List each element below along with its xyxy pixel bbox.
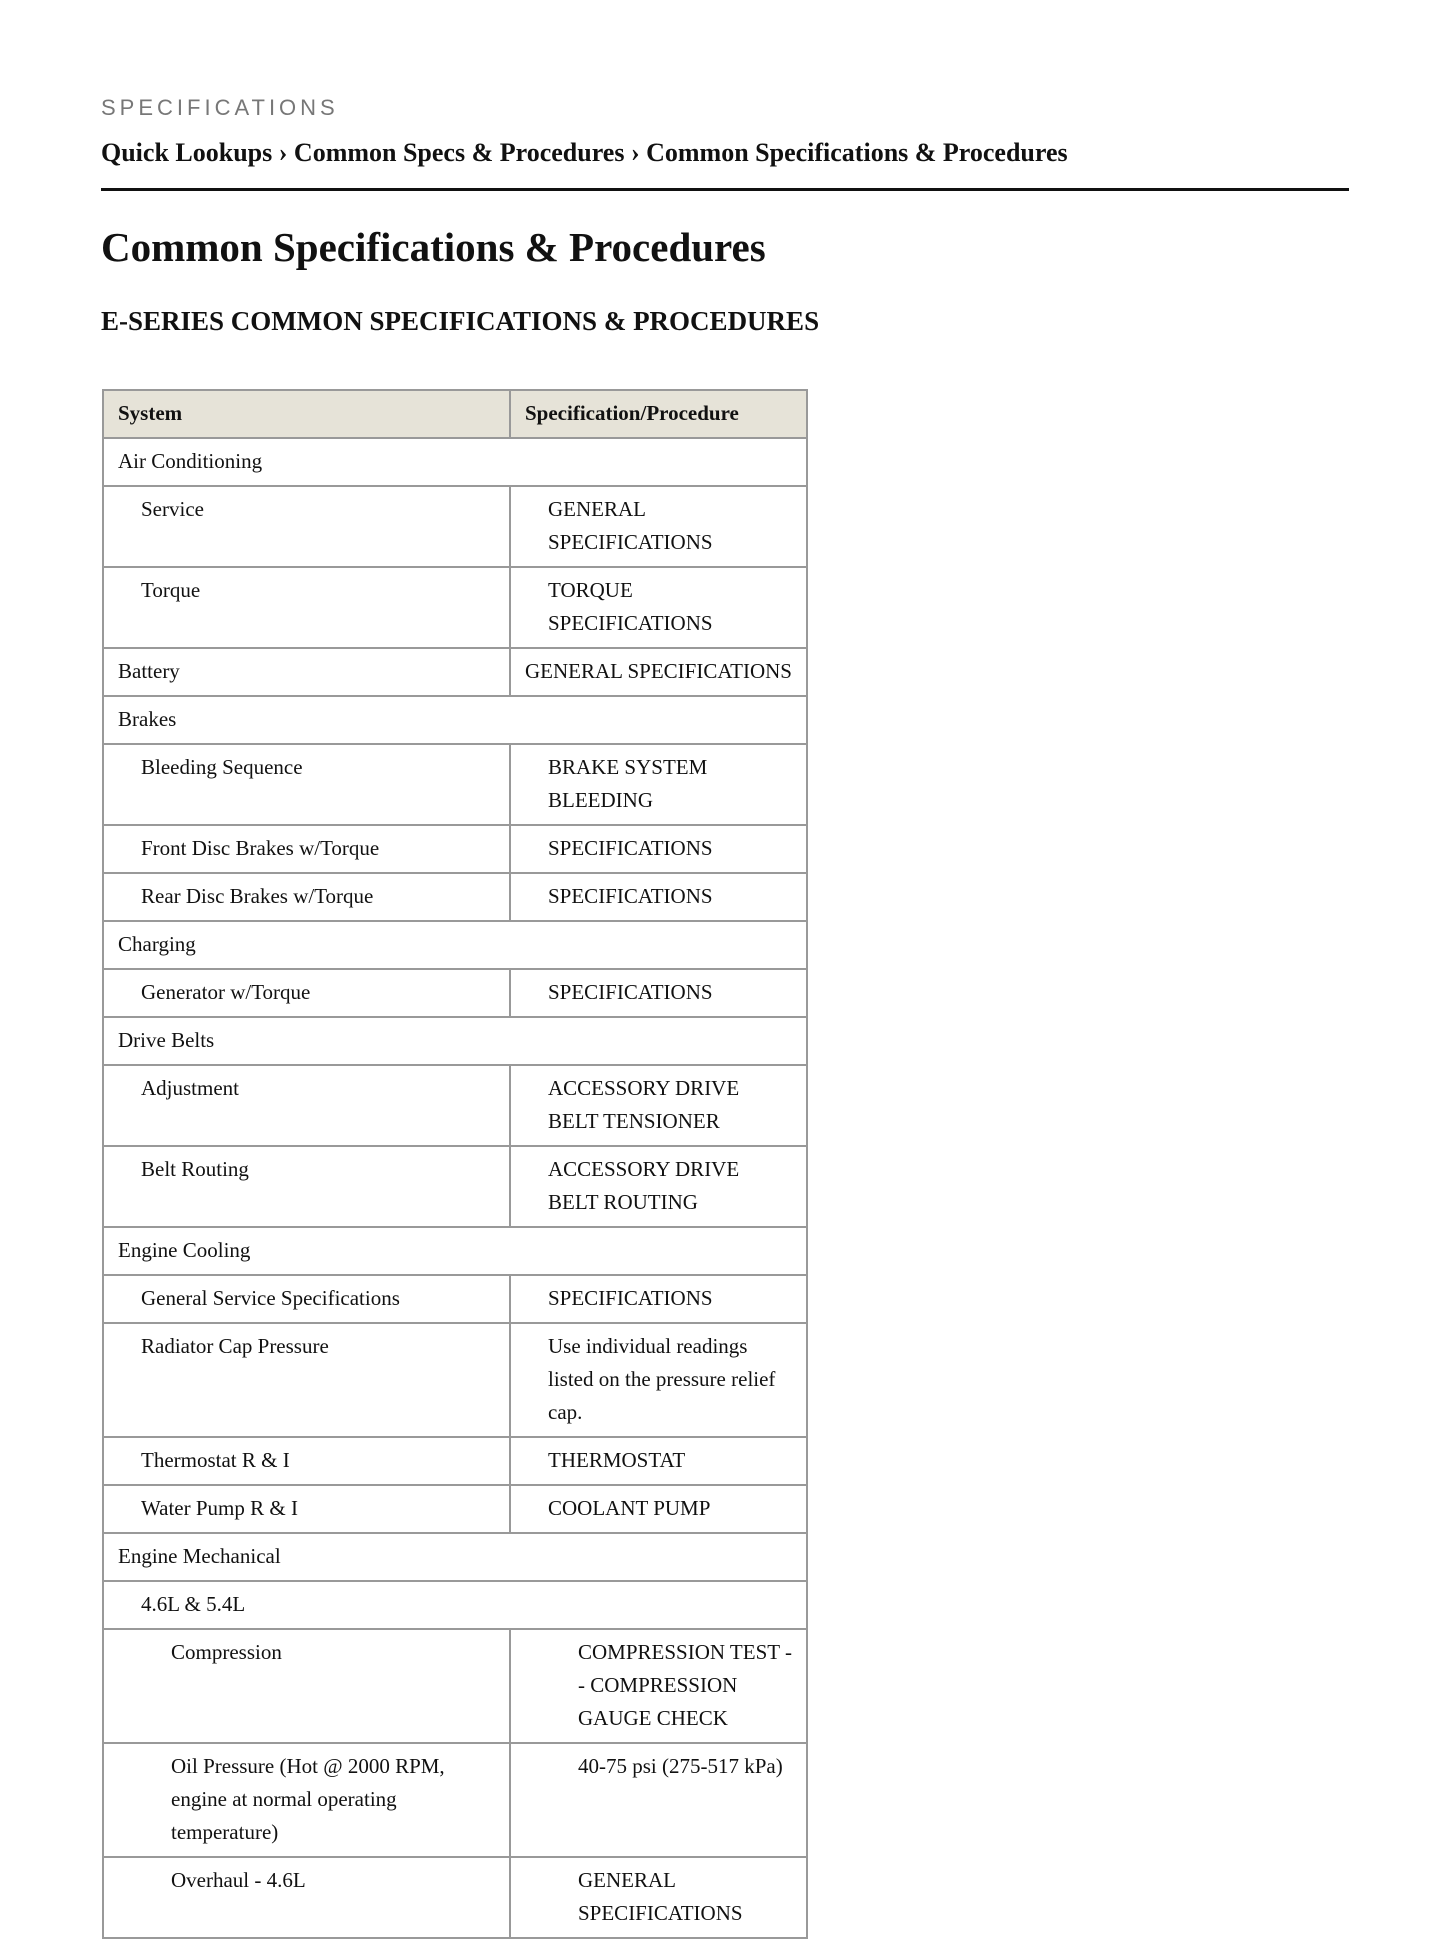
page-subtitle: E-SERIES COMMON SPECIFICATIONS & PROCEDURES	[101, 306, 820, 336]
system-cell: Radiator Cap Pressure	[103, 1323, 510, 1437]
table-row	[103, 567, 807, 648]
table-row	[103, 825, 807, 873]
specification-cell: ACCESSORY DRIVE BELT TENSIONER	[510, 1065, 807, 1146]
system-cell: Generator w/Torque	[103, 969, 510, 1017]
table-row	[103, 1437, 807, 1485]
system-cell: Oil Pressure (Hot @ 2000 RPM, engine at normal operating temperature)	[103, 1743, 510, 1857]
table-row	[103, 1629, 807, 1743]
table-row	[103, 648, 807, 696]
specification-cell: GENERAL SPECIFICATIONS	[510, 1857, 807, 1938]
specification-cell: GENERAL SPECIFICATIONS	[510, 486, 807, 567]
table-row	[103, 438, 807, 486]
page-title: Common Specifications & Procedures	[101, 224, 766, 270]
system-cell: Thermostat R & I	[103, 1437, 510, 1485]
system-cell: Battery	[103, 648, 510, 696]
table-row	[103, 1323, 807, 1437]
system-cell: Torque	[103, 567, 510, 648]
specification-cell: SPECIFICATIONS	[510, 969, 807, 1017]
table-row	[103, 1485, 807, 1533]
system-cell: Water Pump R & I	[103, 1485, 510, 1533]
table-row	[103, 1065, 807, 1146]
section-eyebrow: SPECIFICATIONS	[101, 95, 339, 120]
system-cell: Overhaul - 4.6L	[103, 1857, 510, 1938]
table-row	[103, 1227, 807, 1275]
specification-cell: GENERAL SPECIFICATIONS	[510, 648, 807, 696]
group-heading-cell: Drive Belts	[103, 1017, 807, 1065]
table-row	[103, 1017, 807, 1065]
table-header-row	[103, 390, 807, 438]
system-cell: Belt Routing	[103, 1146, 510, 1227]
breadcrumb-item-quick-lookups[interactable]: Quick Lookups	[101, 138, 273, 167]
group-heading-cell: Air Conditioning	[103, 438, 807, 486]
specifications-table	[102, 389, 808, 1939]
table-row	[103, 1533, 807, 1581]
specification-cell: THERMOSTAT	[510, 1437, 807, 1485]
group-heading-cell: Brakes	[103, 696, 807, 744]
breadcrumb-item-current: Common Specifications & Procedures	[646, 138, 1068, 167]
system-cell: Compression	[103, 1629, 510, 1743]
system-cell: Service	[103, 486, 510, 567]
group-heading-cell: Engine Mechanical	[103, 1533, 807, 1581]
breadcrumb-separator-icon: ›	[278, 138, 288, 167]
table-row	[103, 486, 807, 567]
specification-cell: BRAKE SYSTEM BLEEDING	[510, 744, 807, 825]
specification-cell: SPECIFICATIONS	[510, 1275, 807, 1323]
group-heading-cell: 4.6L & 5.4L	[103, 1581, 807, 1629]
table-row	[103, 969, 807, 1017]
specification-cell: 40-75 psi (275-517 kPa)	[510, 1743, 807, 1857]
column-header-specification: Specification/Procedure	[510, 390, 807, 438]
header-divider	[101, 188, 1349, 191]
group-heading-cell: Engine Cooling	[103, 1227, 807, 1275]
table-body	[103, 438, 807, 1938]
table-row	[103, 873, 807, 921]
system-cell: General Service Specifications	[103, 1275, 510, 1323]
specification-cell: SPECIFICATIONS	[510, 873, 807, 921]
breadcrumb-separator-icon: ›	[630, 138, 640, 167]
breadcrumb-item-common-specs[interactable]: Common Specs & Procedures	[293, 138, 625, 167]
table-row	[103, 1146, 807, 1227]
specification-cell: ACCESSORY DRIVE BELT ROUTING	[510, 1146, 807, 1227]
specification-cell: COMPRESSION TEST -- COMPRESSION GAUGE CHECK	[510, 1629, 807, 1743]
column-header-system: System	[103, 390, 510, 438]
specification-cell: Use individual readings listed on the pressure relief cap.	[510, 1323, 807, 1437]
table-row	[103, 1581, 807, 1629]
system-cell: Rear Disc Brakes w/Torque	[103, 873, 510, 921]
table-row	[103, 696, 807, 744]
specification-cell: TORQUE SPECIFICATIONS	[510, 567, 807, 648]
specification-cell: SPECIFICATIONS	[510, 825, 807, 873]
system-cell: Bleeding Sequence	[103, 744, 510, 825]
table-row	[103, 1743, 807, 1857]
table-row	[103, 744, 807, 825]
table-row	[103, 1275, 807, 1323]
system-cell: Adjustment	[103, 1065, 510, 1146]
breadcrumb	[101, 138, 1068, 168]
system-cell: Front Disc Brakes w/Torque	[103, 825, 510, 873]
table-row	[103, 1857, 807, 1938]
table-row	[103, 921, 807, 969]
specification-cell: COOLANT PUMP	[510, 1485, 807, 1533]
group-heading-cell: Charging	[103, 921, 807, 969]
